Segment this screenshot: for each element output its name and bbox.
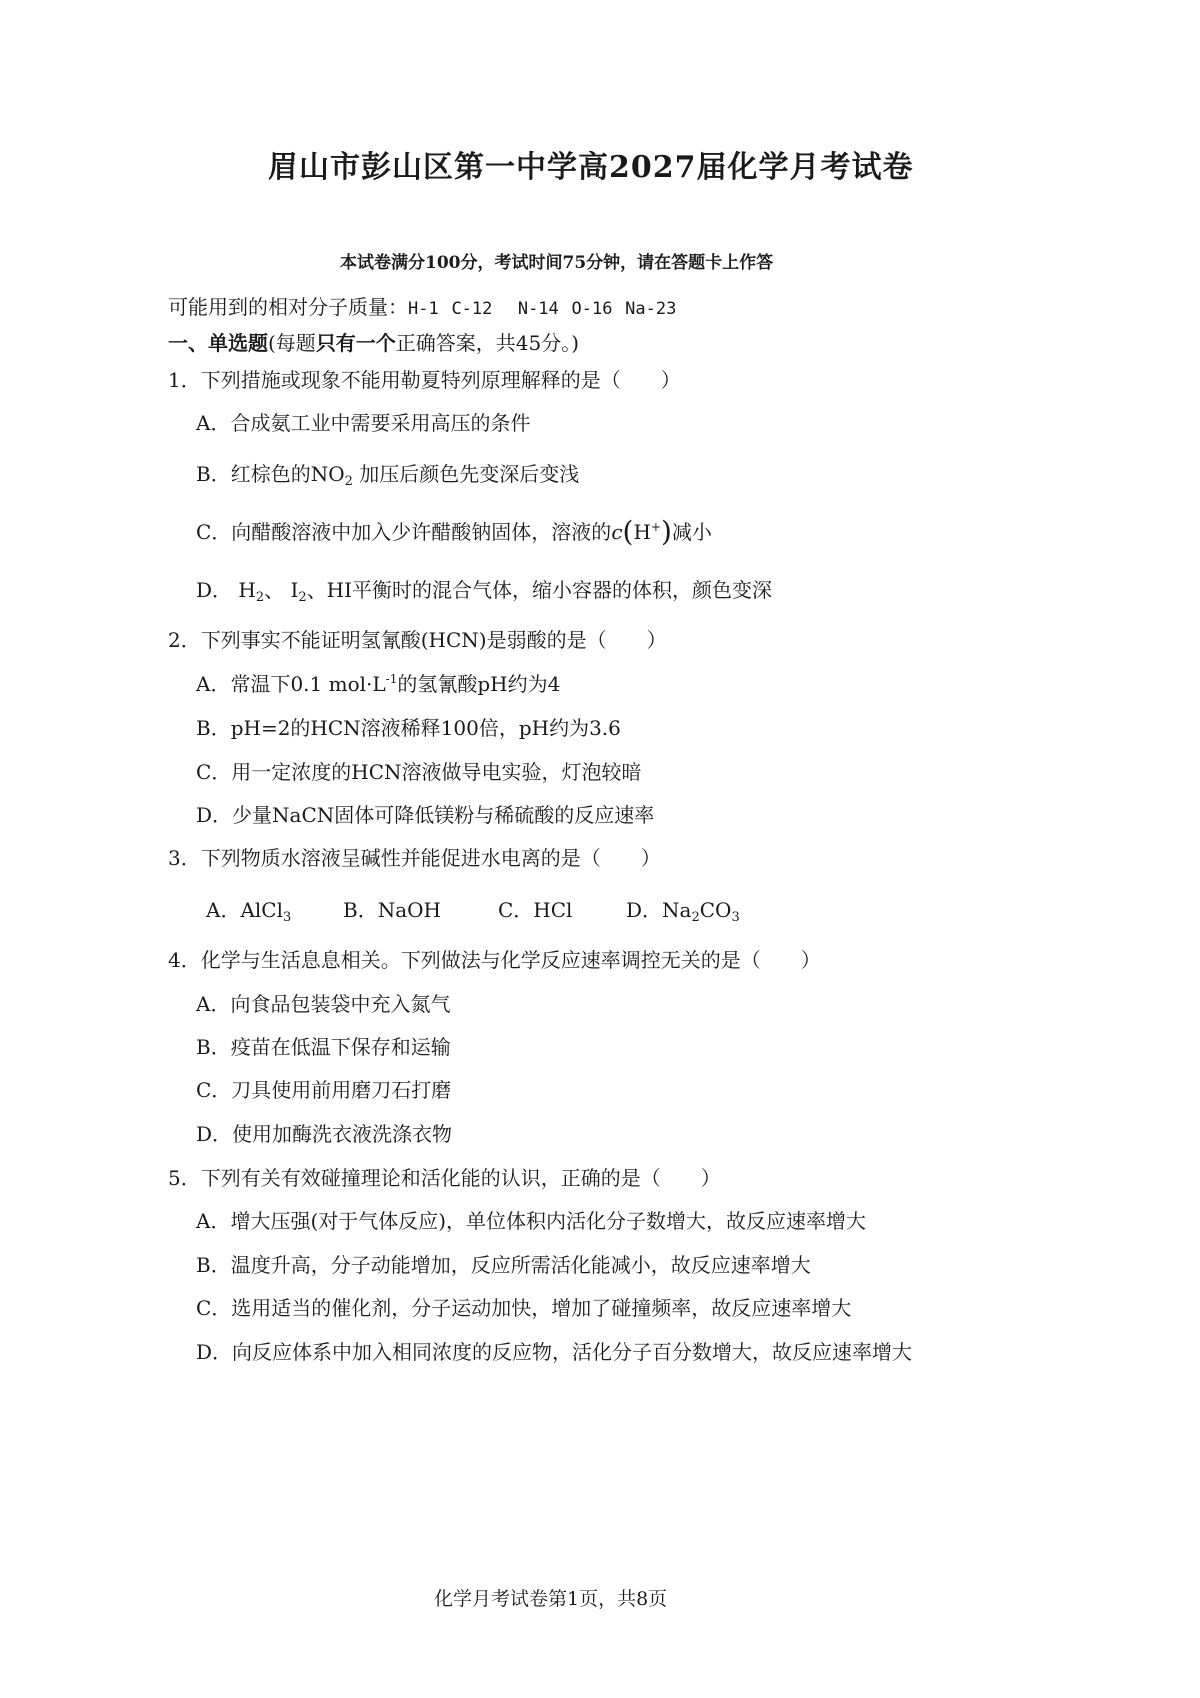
question-1-option-a: A．合成氨工业中需要采用高压的条件 bbox=[196, 411, 531, 435]
question-1-stem: 1．下列措施或现象不能用勒夏特列原理解释的是（ ） bbox=[168, 368, 681, 392]
q3a-sub: 3 bbox=[282, 910, 292, 925]
q1d-pre: D． bbox=[196, 578, 233, 602]
section-note-bold: 只有一个 bbox=[315, 331, 396, 355]
question-5-stem: 5．下列有关有效碰撞理论和活化能的认识，正确的是（ ） bbox=[168, 1166, 721, 1190]
q1c-conc: c bbox=[611, 520, 623, 544]
q1d-i: I bbox=[290, 578, 299, 602]
question-3-option-a bbox=[206, 894, 291, 923]
question-5-option-b: B．温度升高，分子动能增加，反应所需活化能减小，故反应速率增大 bbox=[196, 1253, 811, 1277]
q1b-pre: B．红棕色的 bbox=[196, 462, 311, 486]
question-5-option-a: A．增大压强(对于气体反应)，单位体积内活化分子数增大，故反应速率增大 bbox=[196, 1209, 867, 1233]
question-3-stem: 3．下列物质水溶液呈碱性并能促进水电离的是（ ） bbox=[168, 846, 661, 870]
question-4-option-b: B．疫苗在低温下保存和运输 bbox=[196, 1035, 451, 1059]
q1b-formula bbox=[310, 462, 353, 489]
masses-label: 可能用到的相对分子质量： bbox=[168, 295, 408, 319]
q1c-pre: C．向醋酸溶液中加入少许醋酸钠固体，溶液的 bbox=[196, 520, 612, 544]
q2a-sup: -1 bbox=[385, 672, 398, 686]
q3a-pre: A．AlCl bbox=[206, 898, 283, 922]
q2a-unit: mol·L bbox=[328, 672, 386, 696]
question-5-option-c: C．选用适当的催化剂，分子运动加快，增加了碰撞频率，故反应速率增大 bbox=[196, 1296, 852, 1320]
q1b-post: 加压后颜色先变深后变浅 bbox=[359, 462, 580, 486]
question-4-option-a: A．向食品包装袋中充入氮气 bbox=[196, 992, 451, 1016]
section-title: 一、单选题 bbox=[168, 331, 268, 355]
page-title: 眉山市彭山区第一中学高2027届化学月考试卷 bbox=[268, 150, 914, 185]
q1d-h: H bbox=[238, 578, 256, 602]
section-note-before: (每题 bbox=[268, 331, 316, 355]
mass-h: H-1 bbox=[408, 299, 439, 319]
question-2-option-c: C．用一定浓度的HCN溶液做导电实验，灯泡较暗 bbox=[196, 760, 642, 784]
q1c-sup: + bbox=[650, 520, 661, 534]
question-1-option-b bbox=[196, 458, 579, 487]
question-4-option-d: D．使用加酶洗衣液洗涤衣物 bbox=[196, 1122, 453, 1146]
q2a-pre: A．常温下0.1 bbox=[196, 672, 323, 696]
question-1-option-d bbox=[196, 574, 772, 603]
question-1-option-c bbox=[196, 515, 712, 548]
question-2-stem: 2．下列事实不能证明氢氰酸(HCN)是弱酸的是（ ） bbox=[168, 628, 667, 652]
question-5-option-d: D．向反应体系中加入相同浓度的反应物，活化分子百分数增大，故反应速率增大 bbox=[196, 1340, 913, 1364]
q3d-sub2: 3 bbox=[731, 910, 740, 925]
q3d-sub1: 2 bbox=[691, 910, 700, 925]
q1c-paren-close: ) bbox=[660, 515, 672, 548]
q1b-sub: 2 bbox=[344, 474, 353, 489]
page-footer: 化学月考试卷第1页，共8页 bbox=[434, 1588, 668, 1610]
mass-n: N-14 bbox=[517, 299, 559, 319]
q1d-i-sub: 2 bbox=[298, 590, 307, 605]
q2a-post: 的氢氰酸pH约为4 bbox=[397, 672, 561, 696]
q1c-ion: H bbox=[633, 520, 651, 544]
q1d-post: 、HI平衡时的混合气体，缩小容器的体积，颜色变深 bbox=[306, 578, 773, 602]
q1c-post: 减小 bbox=[671, 520, 712, 544]
question-3-option-b: B．NaOH bbox=[343, 898, 441, 922]
question-2-option-a bbox=[196, 668, 560, 697]
question-2-option-b: B．pH=2的HCN溶液稀释100倍，pH约为3.6 bbox=[196, 716, 621, 740]
question-2-option-d: D．少量NaCN固体可降低镁粉与稀硫酸的反应速率 bbox=[196, 803, 655, 827]
q1d-sep: 、 bbox=[264, 578, 285, 602]
q1d-h-sub: 2 bbox=[255, 590, 265, 605]
q3d-pre: D．Na bbox=[626, 898, 692, 922]
q1b-no: NO bbox=[310, 462, 345, 486]
q1c-paren-open: ( bbox=[622, 515, 634, 548]
section-note-after: 正确答案，共45分。) bbox=[395, 331, 580, 355]
relative-masses bbox=[168, 291, 676, 320]
question-4-option-c: C．刀具使用前用磨刀石打磨 bbox=[196, 1078, 452, 1102]
question-3-option-d bbox=[626, 894, 740, 923]
exam-instructions: 本试卷满分100分，考试时间75分钟，请在答题卡上作答 bbox=[340, 253, 774, 273]
q3d-mid: CO bbox=[699, 898, 732, 922]
mass-c: C-12 bbox=[451, 299, 493, 319]
mass-na: Na-23 bbox=[625, 299, 677, 319]
section-heading bbox=[168, 327, 579, 356]
question-3-option-c: C．HCl bbox=[498, 898, 573, 922]
question-4-stem: 4．化学与生活息息相关。下列做法与化学反应速率调控无关的是（ ） bbox=[168, 948, 821, 972]
mass-o: O-16 bbox=[571, 299, 613, 319]
